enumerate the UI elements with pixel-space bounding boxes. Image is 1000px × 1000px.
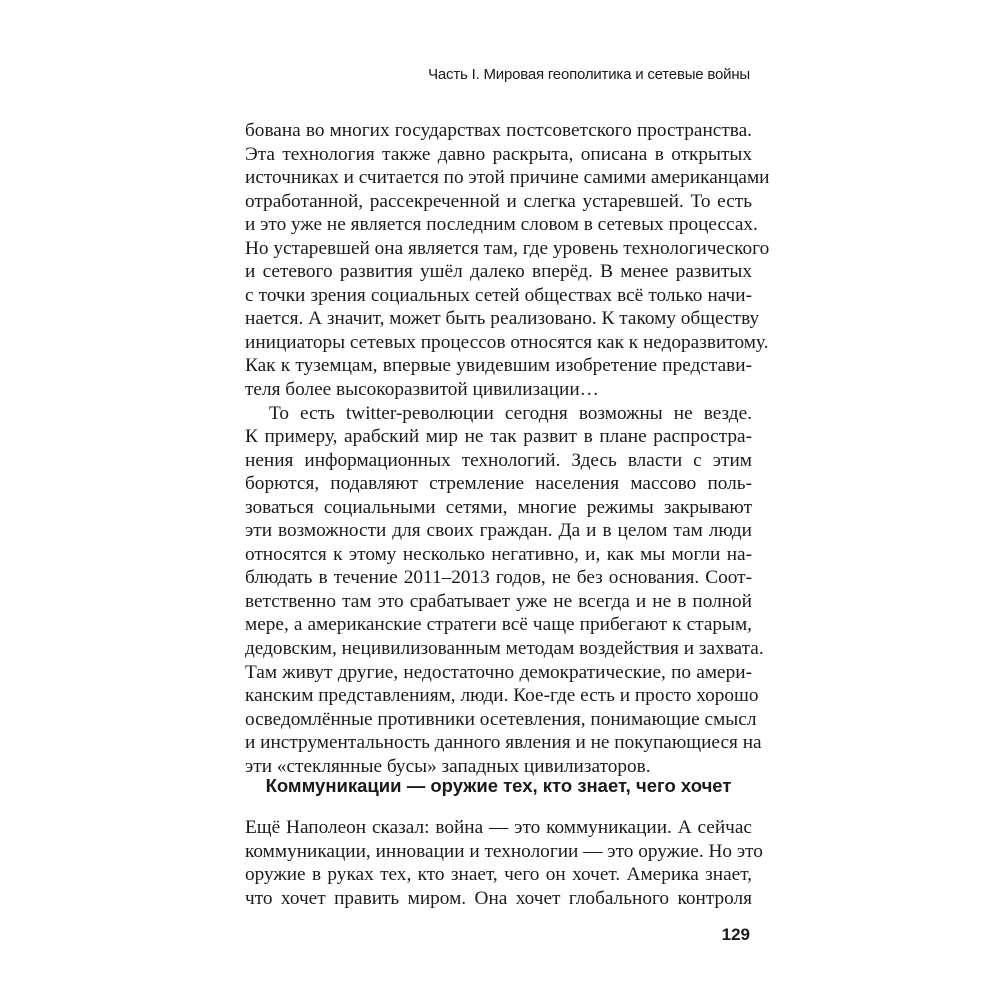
text-line: с точки зрения социальных сетей обществах всё только начи- (245, 284, 752, 306)
text-line: эти «стеклянные бусы» западных цивилизаторов. (245, 755, 651, 777)
text-line: эти возможности для своих граждан. Да и в целом там люди (245, 520, 752, 542)
text-line: источниках и считается по этой причине самими американцами (245, 167, 770, 189)
paragraph-2 (245, 402, 764, 779)
text-line: Но устаревшей она является там, где уровень технологического (245, 237, 770, 259)
text-line: нения информационных технологий. Здесь власти с этим (245, 449, 752, 471)
text-line: осведомлённые противники осетевления, понимающие смысл (245, 708, 757, 730)
section-heading: Коммуникации — оружие тех, кто знает, чего хочет (265, 775, 732, 796)
text-line: Там живут другие, недостаточно демократические, по амери- (245, 661, 752, 683)
text-line: нается. А значит, может быть реализовано. К такому обществу (245, 308, 760, 330)
body-text-top (245, 119, 770, 778)
text-line: Ещё Наполеон сказал: война — это коммуникации. А сейчас (245, 817, 752, 838)
paragraph-3 (245, 816, 763, 910)
text-line: ветственно там это срабатывает уже не всегда и не в полной (245, 590, 752, 612)
text-line: теля более высокоразвитой цивилизации… (245, 379, 599, 401)
text-line: дедовским, нецивилизованным методам воздействия и захвата. (245, 638, 764, 660)
text-line: и это уже не является последним словом в сетевых процессах. (245, 214, 758, 236)
text-line: мере, а американские стратеги всё чаще прибегают к старым, (245, 614, 752, 636)
page-number: 129 (721, 925, 750, 944)
text-line: бована во многих государствах постсоветского пространства. (245, 120, 752, 141)
text-line: и инструментальность данного явления и не покупающиеся на (245, 732, 762, 754)
text-line: коммуникации, инновации и технологии — это оружие. Но это (245, 840, 763, 862)
text-line: Как к туземцам, впервые увидевшим изобретение представи- (245, 355, 752, 377)
paragraph-1 (245, 119, 770, 402)
body-text-bottom (245, 816, 763, 910)
text-line: и сетевого развития ушёл далеко вперёд. В менее развитых (245, 261, 752, 283)
text-line: оружие в руках тех, кто знает, чего он хочет. Америка знает, (245, 864, 752, 886)
text-line: То есть twitter-революции сегодня возможны не везде. (269, 402, 752, 424)
text-line: относятся к этому несколько негативно, и, как мы могли на- (245, 543, 752, 565)
text-line: Эта технология также давно раскрыта, описана в открытых (245, 143, 752, 165)
text-line: борются, подавляют стремление населения массово поль- (245, 473, 752, 495)
text-line: канским представлениям, люди. Кое-где есть и просто хорошо (245, 685, 759, 707)
text-line: зоваться социальными сетями, многие режимы закрывают (245, 496, 752, 518)
text-line: отработанной, рассекреченной и слегка устаревшей. То есть (245, 190, 752, 212)
running-head: Часть I. Мировая геополитика и сетевые войны (428, 66, 750, 83)
text-line: К примеру, арабский мир не так развит в плане распростра- (245, 426, 752, 448)
text-line: что хочет править миром. Она хочет глобального контроля (245, 887, 752, 909)
text-line: блюдать в течение 2011–2013 годов, не без основания. Соот- (245, 567, 752, 589)
text-line: инициаторы сетевых процессов относятся как к недоразвитому. (245, 331, 769, 353)
